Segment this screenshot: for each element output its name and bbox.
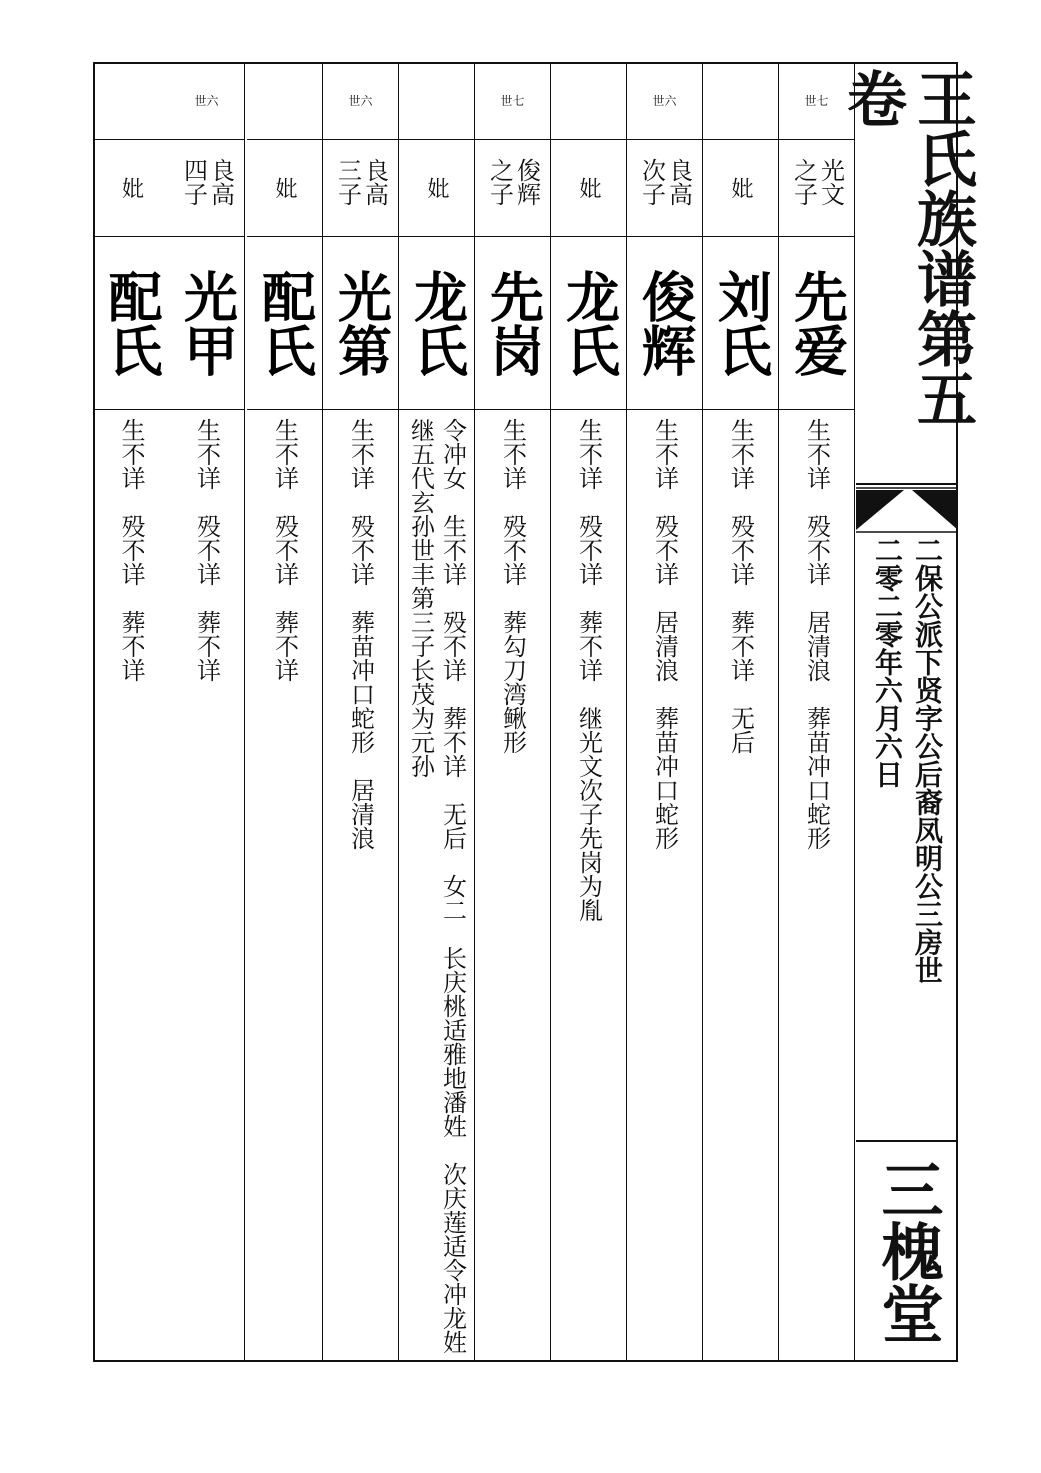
detail-cell (475, 410, 550, 1362)
generation-cell (627, 62, 702, 140)
lineage-subtitle: 二保公派下贤字公后裔凤明公三房世 (911, 536, 944, 984)
person-details: 令冲女 生不详 殁不详 葬不详 无后 女二 长庆桃适雅地潘姓 次庆莲适令冲龙姓 继五代玄孙世丰第三子长茂为元孙 (406, 418, 467, 1378)
entry-column-10 (93, 62, 169, 1362)
entry-column-3 (627, 62, 703, 1362)
entry-column-8 (247, 62, 323, 1362)
generation-cell (247, 62, 322, 140)
relation-cell (93, 140, 169, 237)
entry-column-2 (703, 62, 779, 1362)
relation-cell (475, 140, 550, 237)
name-cell (93, 237, 169, 410)
name-cell (323, 237, 398, 410)
generation-cell (93, 62, 169, 140)
relation-label: 妣 (272, 177, 297, 199)
person-details: 生不详 殁不详 居清浪 葬苗冲口蛇形 (802, 418, 831, 850)
person-name: 先爱 (785, 269, 849, 377)
entry-column-7 (323, 62, 399, 1362)
name-cell (475, 237, 550, 410)
entry-column-4 (551, 62, 627, 1362)
detail-cell (551, 410, 626, 1362)
detail-cell (779, 410, 854, 1362)
title-column (837, 62, 977, 1362)
relation-label: 良高次子 (637, 158, 693, 206)
volume-title: 王氏族谱第五卷 (837, 68, 977, 428)
detail-cell (627, 410, 702, 1362)
generation-label: 世六 (194, 94, 219, 108)
person-details: 生不详 殁不详 葬不详 继光文次子先岗为胤 (574, 418, 603, 922)
relation-cell (627, 140, 702, 237)
detail-cell (323, 410, 398, 1362)
name-cell (703, 237, 778, 410)
generation-cell (323, 62, 398, 140)
person-details: 生不详 殁不详 居清浪 葬苗冲口蛇形 (650, 418, 679, 850)
relation-label: 光文之子 (789, 158, 845, 206)
relation-label: 妣 (576, 177, 601, 199)
detail-cell (703, 410, 778, 1362)
generation-label: 世七 (804, 94, 829, 108)
person-name: 配氏 (253, 269, 317, 377)
publication-date: 二零二零年六月六日 (871, 536, 904, 788)
relation-label: 良高四子 (179, 158, 235, 206)
volume-title-cell (837, 62, 977, 487)
relation-label: 良高三子 (333, 158, 389, 206)
person-details: 生不详 殁不详 葬不详 (192, 418, 221, 682)
person-details: 生不详 殁不详 葬不详 (117, 418, 145, 682)
generation-cell (551, 62, 626, 140)
person-details: 生不详 殁不详 葬不详 (270, 418, 299, 682)
person-name: 先岗 (481, 269, 545, 377)
relation-cell (399, 140, 474, 237)
person-name: 龙氏 (405, 269, 469, 377)
person-name: 光第 (329, 269, 393, 377)
person-details: 生不详 殁不详 葬苗冲口蛇形 居清浪 (346, 418, 375, 850)
relation-label: 妣 (424, 177, 449, 199)
person-details: 生不详 殁不详 葬勾刀湾鳅形 (498, 418, 527, 754)
detail-cell (93, 410, 169, 1362)
relation-cell (169, 140, 244, 237)
name-cell (551, 237, 626, 410)
fishtail-ornament (856, 482, 958, 534)
relation-cell (551, 140, 626, 237)
detail-cell (169, 410, 244, 1362)
entry-column-9 (169, 62, 245, 1362)
detail-cell (399, 410, 474, 1378)
hall-name-cell (856, 1142, 958, 1360)
person-name: 龙氏 (557, 269, 621, 377)
generation-cell (399, 62, 474, 140)
relation-label: 俊辉之子 (485, 158, 541, 206)
name-cell (169, 237, 244, 410)
generation-cell (169, 62, 244, 140)
relation-label: 妣 (728, 177, 753, 199)
name-cell (627, 237, 702, 410)
generation-label: 世六 (348, 94, 373, 108)
generation-cell (703, 62, 778, 140)
person-name: 配氏 (100, 269, 163, 377)
generation-cell (475, 62, 550, 140)
relation-cell (247, 140, 322, 237)
relation-cell (323, 140, 398, 237)
person-name: 俊辉 (633, 269, 697, 377)
relation-label: 妣 (118, 177, 144, 199)
generation-label: 世六 (652, 94, 677, 108)
generation-label: 世七 (500, 94, 525, 108)
detail-cell (247, 410, 322, 1362)
entry-column-5 (475, 62, 551, 1362)
hall-name: 三槐堂 (871, 1158, 944, 1344)
subtitle-cell (856, 532, 958, 1140)
name-cell (247, 237, 322, 410)
person-name: 刘氏 (709, 269, 773, 377)
entry-column-6 (399, 62, 475, 1378)
person-name: 光甲 (175, 269, 239, 377)
name-cell (399, 237, 474, 410)
person-details: 生不详 殁不详 葬不详 无后 (726, 418, 755, 754)
relation-cell (703, 140, 778, 237)
